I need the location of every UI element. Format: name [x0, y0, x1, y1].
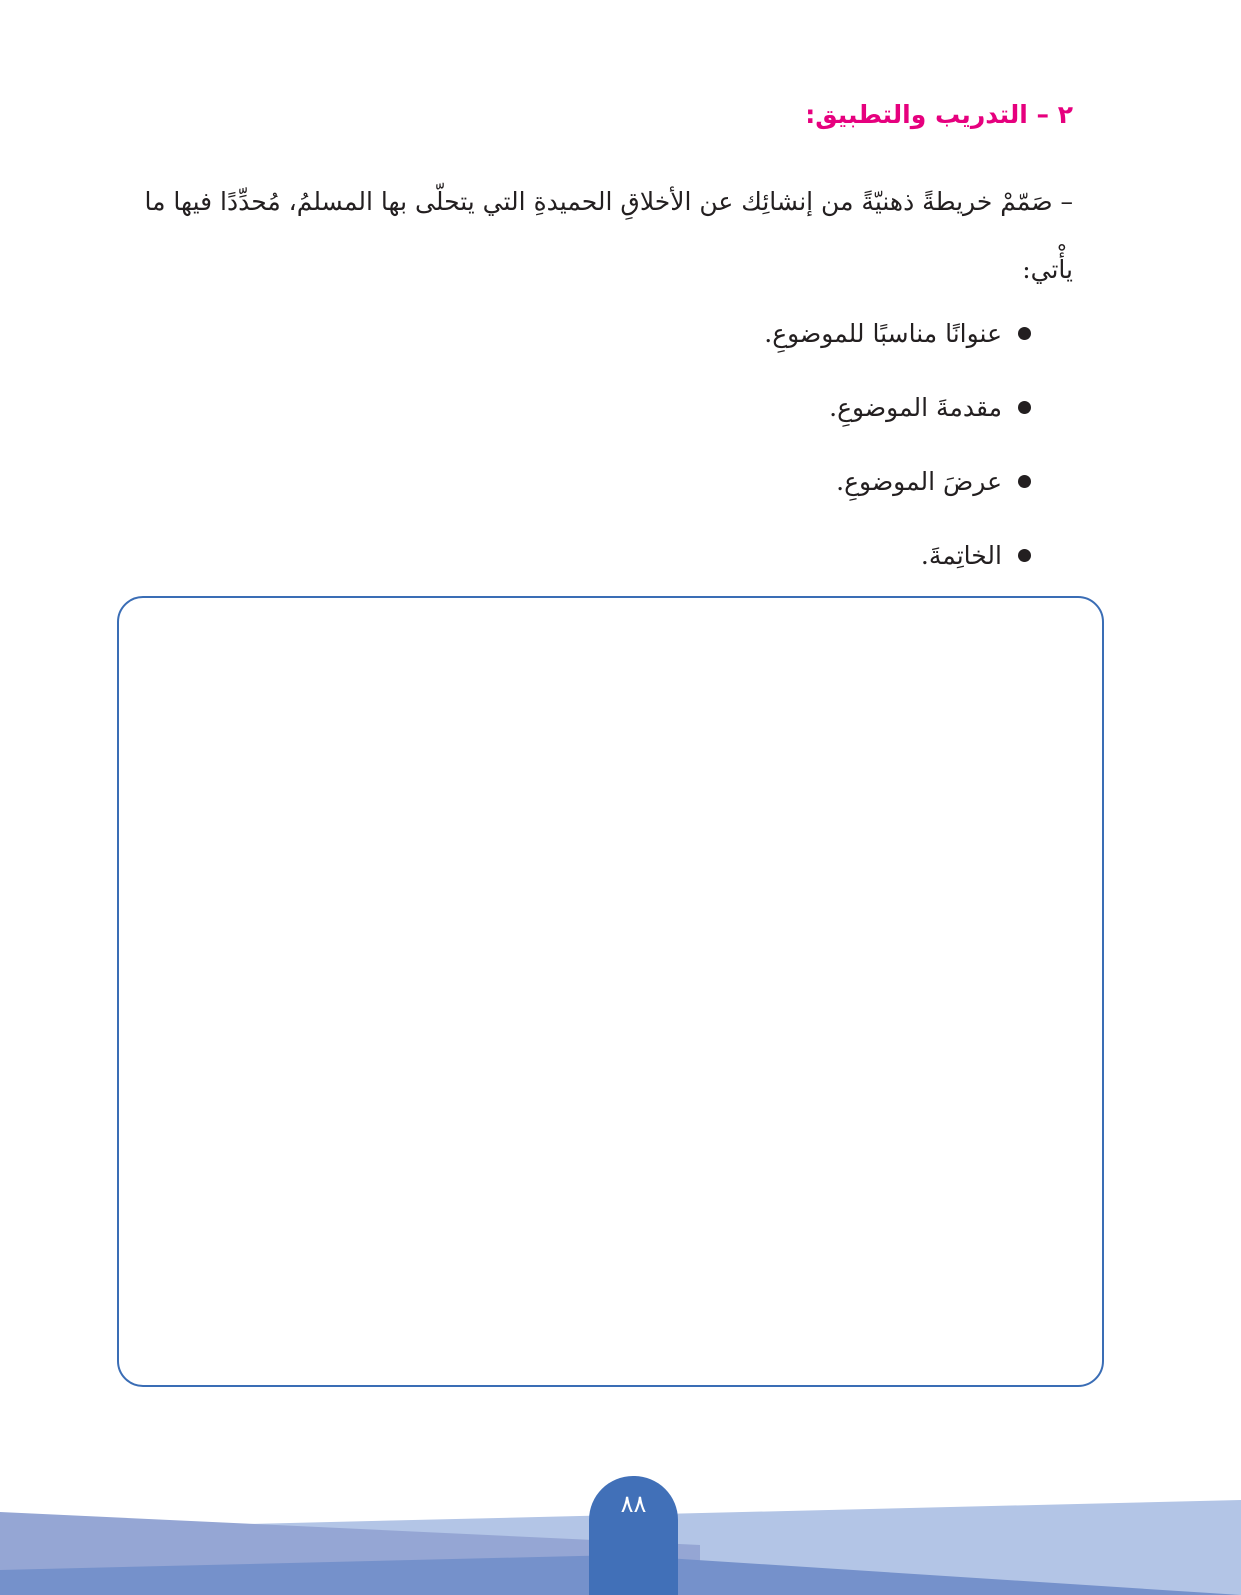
bullet-icon	[1018, 327, 1031, 340]
page-number: ٨٨	[620, 1490, 647, 1518]
list-item	[764, 296, 1031, 370]
instruction-text: – صَمّمْ خريطةً ذهنيّةً من إنشائِك عن الأخلاقِ الحميدةِ التي يتحلّى بها المسلمُ، مُحدِّدًا فيها ما يأْتي:	[144, 187, 1073, 284]
list-item	[764, 518, 1031, 592]
list-item-label: مقدمةَ الموضوعِ.	[829, 392, 1002, 422]
section-heading: ٢ – التدريب والتطبيق:	[805, 100, 1073, 129]
list-item-label: عنوانًا مناسبًا للموضوعِ.	[764, 318, 1002, 348]
list-item	[764, 370, 1031, 444]
answer-box[interactable]	[117, 596, 1104, 1387]
list-item	[764, 444, 1031, 518]
bullet-icon	[1018, 549, 1031, 562]
page-number-tab	[589, 1476, 678, 1595]
requirements-list	[764, 296, 1031, 592]
list-item-label: عرضَ الموضوعِ.	[836, 466, 1002, 496]
list-item-label: الخاتِمةَ.	[920, 540, 1002, 570]
bullet-icon	[1018, 401, 1031, 414]
bullet-icon	[1018, 475, 1031, 488]
